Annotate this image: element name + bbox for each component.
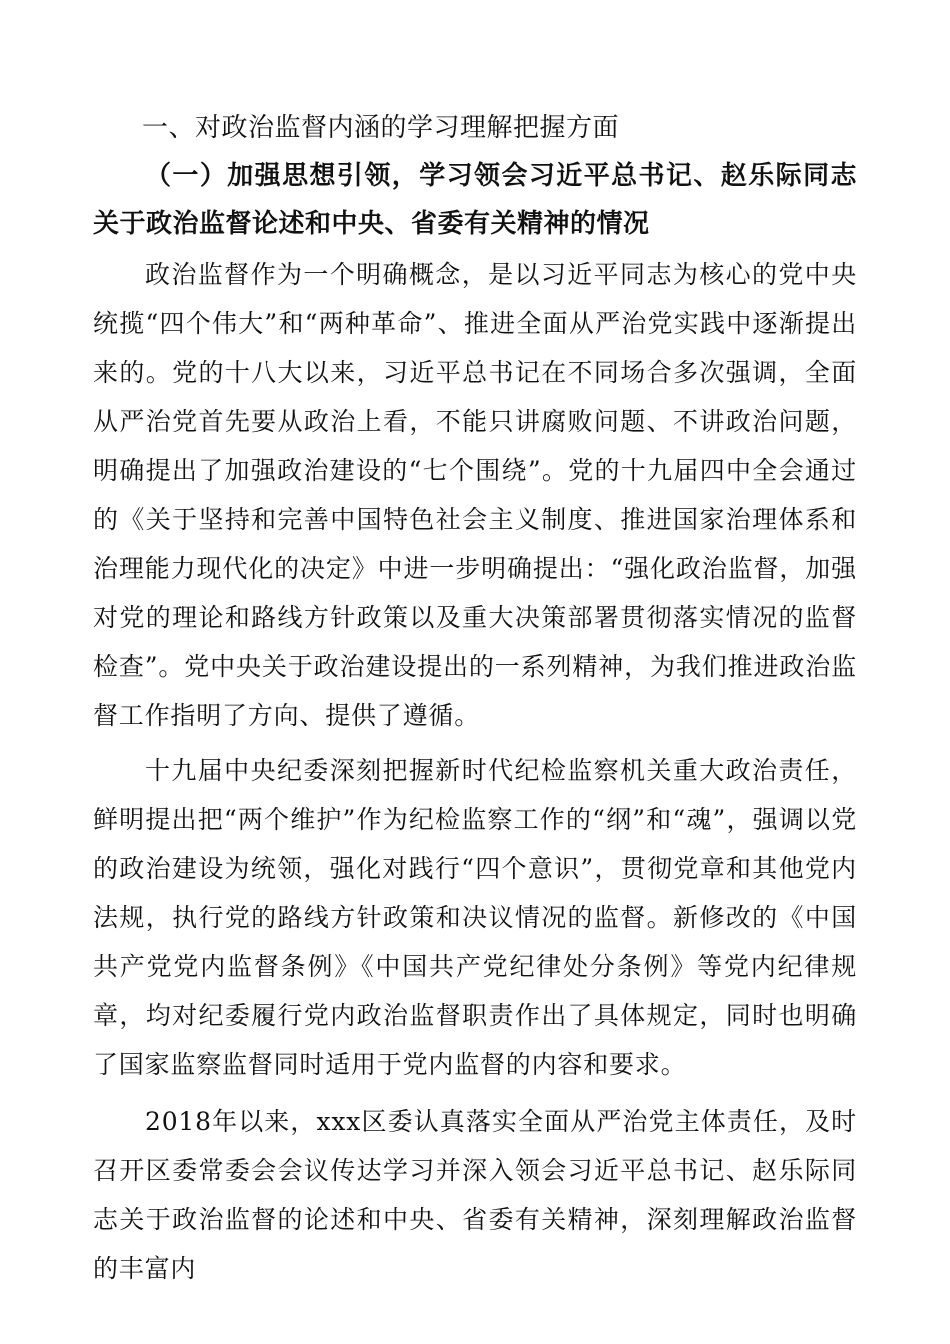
section-heading: 一、对政治监督内涵的学习理解把握方面 (142, 113, 620, 143)
subsection-heading: （一）加强思想引领，学习领会习近平总书记、赵乐际同志关于政治监督论述和中央、省委有关精神的情况 (93, 161, 857, 239)
body-paragraph: 政治监督作为一个明确概念，是以习近平同志为核心的党中央统揽“四个伟大”和“两种革命”、推进全面从严治党实践中逐渐提出来的。党的十八大以来，习近平总书记在不同场合多次强调，全面从严治党首先要从政治上看，不能只讲腐败问题、不讲政治问题，明确提出了加强政治建设的“七个围绕”。党的十九届四中全会通过的《关于坚持和完善中国特色社会主义制度、推进国家治理体系和治理能力现代化的决定》中进一步明确提出：“强化政治监督，加强对党的理论和路线方针政策以及重大决策部署贯彻落实情况的监督检查”。党中央关于政治建设提出的一系列精神，为我们推进政治监督工作指明了方向、提供了遵循。 (93, 260, 857, 730)
body-paragraph: 十九届中央纪委深刻把握新时代纪检监察机关重大政治责任，鲜明提出把“两个维护”作为纪检监察工作的“纲”和“魂”，强调以党的政治建设为统领，强化对践行“四个意识”，贯彻党章和其他党内法规，执行党的路线方针政策和决议情况的监督。新修改的《中国共产党党内监督条例》《中国共产党纪律处分条例》等党内纪律规章，均对纪委履行党内政治监督职责作出了具体规定，同时也明确了国家监察监督同时适用于党内监督的内容和要求。 (93, 756, 857, 1079)
body-paragraph: 2018年以来，xxx区委认真落实全面从严治党主体责任，及时召开区委常委会会议传达学习并深入领会习近平总书记、赵乐际同志关于政治监督的论述和中央、省委有关精神，深刻理解政治监督的丰富内 (93, 1107, 857, 1283)
